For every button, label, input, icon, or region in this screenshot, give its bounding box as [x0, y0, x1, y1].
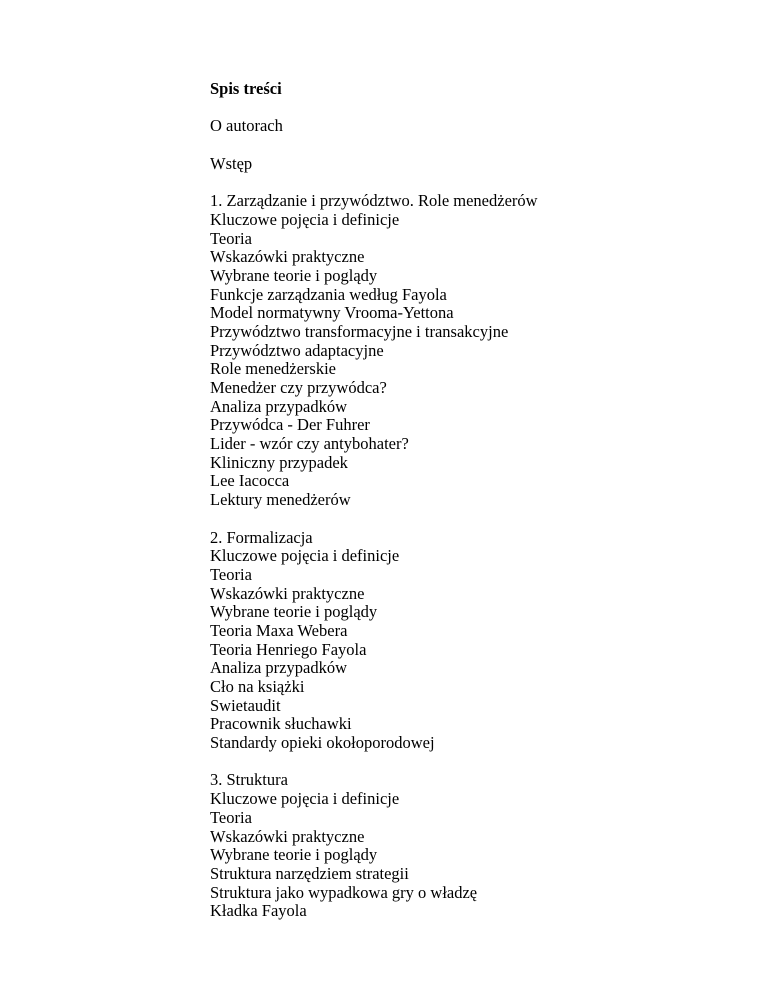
chapter-section	[210, 529, 748, 772]
chapter-title: 2. Formalizacja	[210, 527, 313, 547]
chapter-title: 1. Zarządzanie i przywództwo. Role menedżerów	[210, 191, 538, 211]
toc-entry: Wskazówki praktyczne	[210, 826, 365, 846]
table-of-contents	[210, 80, 748, 921]
toc-entry-introduction: Wstęp	[210, 153, 253, 173]
toc-entry: Swietaudit	[210, 695, 281, 715]
toc-entry: Wybrane teorie i poglądy	[210, 845, 378, 865]
toc-entry: Wskazówki praktyczne	[210, 247, 365, 267]
toc-title: Spis treści	[210, 79, 282, 98]
toc-entry: Kliniczny przypadek	[210, 452, 348, 472]
toc-entry: Analiza przypadków	[210, 658, 347, 678]
chapter-title: 3. Struktura	[210, 770, 288, 790]
toc-entry: Standardy opieki okołoporodowej	[210, 733, 435, 753]
toc-entry: Lider - wzór czy antybohater?	[210, 434, 409, 454]
toc-entry: Struktura jako wypadkowa gry o władzę	[210, 882, 478, 902]
toc-entry: Role menedżerskie	[210, 359, 336, 379]
toc-entry: Kluczowe pojęcia i definicje	[210, 789, 400, 809]
toc-entry: Kluczowe pojęcia i definicje	[210, 209, 400, 229]
chapter-section	[210, 771, 748, 921]
toc-entry: Menedżer czy przywódca?	[210, 378, 387, 397]
toc-entry: Model normatywny Vrooma-Yettona	[210, 303, 454, 323]
toc-entry: Teoria Henriego Fayola	[210, 639, 367, 659]
toc-entry: Lee Iacocca	[210, 471, 290, 491]
toc-entry: Przywództwo adaptacyjne	[210, 340, 384, 360]
toc-entry: Przywództwo transformacyjne i transakcyjne	[210, 321, 509, 341]
toc-entry-authors: O autorach	[210, 116, 283, 136]
toc-entry: Teoria	[210, 564, 252, 584]
toc-entry: Pracownik słuchawki	[210, 714, 352, 734]
toc-entry: Teoria	[210, 228, 252, 248]
toc-entry: Przywódca - Der Fuhrer	[210, 415, 370, 435]
toc-entry: Analiza przypadków	[210, 396, 347, 416]
toc-entry: Wskazówki praktyczne	[210, 583, 365, 603]
toc-entry: Funkcje zarządzania według Fayola	[210, 284, 447, 304]
toc-entry: Cło na książki	[210, 677, 305, 696]
toc-entry: Teoria Maxa Webera	[210, 620, 348, 640]
toc-entry: Wybrane teorie i poglądy	[210, 602, 378, 622]
toc-entry: Struktura narzędziem strategii	[210, 863, 409, 883]
toc-entry: Kluczowe pojęcia i definicje	[210, 546, 400, 566]
toc-entry: Teoria	[210, 807, 252, 827]
toc-entry: Lektury menedżerów	[210, 490, 351, 510]
chapter-section	[210, 192, 748, 528]
toc-entry: Wybrane teorie i poglądy	[210, 265, 378, 285]
chapter-list	[210, 192, 748, 921]
toc-entry: Kładka Fayola	[210, 901, 307, 921]
